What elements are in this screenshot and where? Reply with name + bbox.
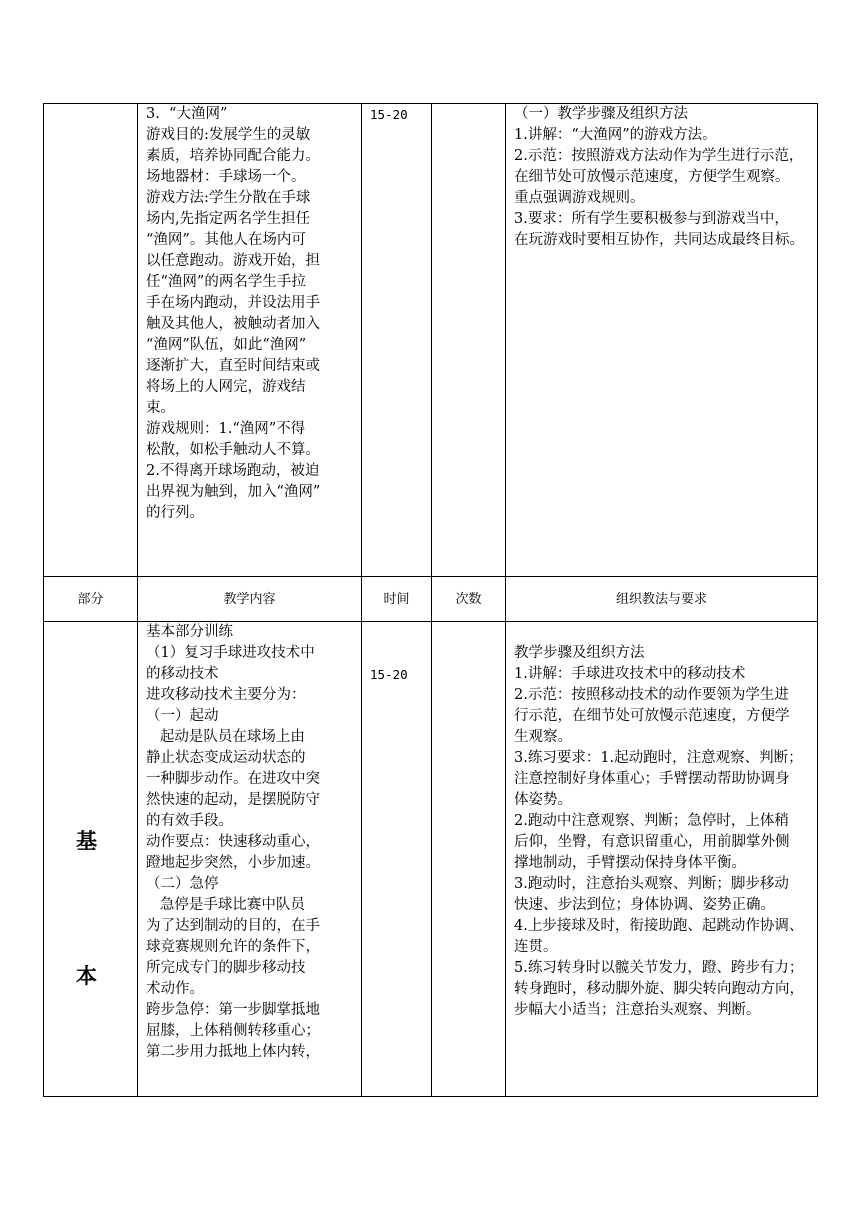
text-line: 注意控制好身体重心；手臂摆动帮助协调身 [514,771,790,787]
text-line: 5.练习转身时以髋关节发力，蹬、跨步有力； [514,960,804,976]
text-line: （一）起动 [146,708,219,724]
text-line: 的行列。 [146,505,204,521]
header-time: 时间 [362,577,432,622]
text-line: 的有效手段。 [146,813,233,829]
text-line: 教学步骤及组织方法 [514,645,645,661]
text-line: 2.不得离开球场跑动，被迫 [146,463,320,479]
text-line: 3.跑动时，注意抬头观察、判断；脚步移动 [514,876,789,892]
text-line: 后仰，坐臀，有意识留重心，用前脚掌外侧 [514,834,790,850]
table-row-game [44,104,818,577]
text-line: 游戏目的:发展学生的灵敏 [146,127,311,143]
text-line: 场地器材：手球场一个。 [146,169,306,185]
table-row-basic [44,622,818,1097]
text-line: 在玩游戏时要相互协作，共同达成最终目标。 [514,232,804,248]
text-line: 转身跑时，移动脚外旋、脚尖转向跑动方向， [514,981,804,997]
text-line: （二）急停 [146,876,219,892]
method-cell [506,104,818,577]
text-line: 球竞赛规则允许的条件下， [146,939,320,955]
text-line: 生观察。 [514,729,572,745]
text-line: 以任意跑动。游戏开始，担 [146,253,320,269]
text-line: 1.讲解：手球进攻技术中的移动技术 [514,666,746,682]
text-line: 出界视为触到，加入“渔网” [146,484,321,500]
text-line: 3. “大渔网” [146,106,228,122]
text-line: 1.讲解：“大渔网”的游戏方法。 [514,127,717,143]
text-line: 撑地制动，手臂摆动保持身体平衡。 [514,855,746,871]
time-value: 15-20 [370,667,408,682]
method-lines [514,643,817,1021]
header-content: 教学内容 [138,577,362,622]
text-line: 静止状态变成运动状态的 [146,750,306,766]
text-line: 一种脚步动作。在进攻中突 [146,771,320,787]
text-line: （1）复习手球进攻技术中 [146,645,315,661]
time-cell [362,622,432,1097]
text-line: 任“渔网”的两名学生手拉 [146,274,306,290]
text-line: 急停是手球比赛中队员 [146,897,305,913]
text-line: 束。 [146,400,175,416]
method-cell [506,622,818,1097]
text-line: 体姿势。 [514,792,572,808]
text-line: “渔网”队伍，如此“渔网” [146,337,307,353]
text-line: 3.要求：所有学生要积极参与到游戏当中， [514,211,789,227]
text-line: 场内,先指定两名学生担任 [146,211,311,227]
spacer [514,622,817,643]
spacer [370,643,431,664]
text-line: 2.跑动中注意观察、判断；急停时，上体稍 [514,813,789,829]
part-char-2: 本 [76,964,97,988]
text-line: 动作要点：快速移动重心， [146,834,320,850]
text-line: 为了达到制动的目的，在手 [146,918,320,934]
text-line: 3.练习要求：1.起动跑时，注意观察、判断； [514,750,803,766]
text-line: 逐渐扩大，直至时间结束或 [146,358,320,374]
count-cell [432,622,506,1097]
text-line: 所完成专门的脚步移动技 [146,960,306,976]
part-cell-basic [44,622,138,1097]
text-line: “渔网”。其他人在场内可 [146,232,306,248]
part-cell [44,104,138,577]
content-cell [138,104,362,577]
header-count: 次数 [432,577,506,622]
text-line: （一）教学步骤及组织方法 [514,106,688,122]
lesson-plan-table [43,103,818,1097]
text-line: 2.示范：按照游戏方法动作为学生进行示范， [514,148,804,164]
text-line: 起动是队员在球场上由 [146,729,305,745]
text-line: 重点强调游戏规则。 [514,190,645,206]
content-cell [138,622,362,1097]
text-line: 的移动技术 [146,666,219,682]
text-line: 手在场内跑动，并设法用手 [146,295,320,311]
content-lines [146,104,361,524]
text-line: 松散，如松手触动人不算。 [146,442,320,458]
text-line: 素质，培养协同配合能力。 [146,148,320,164]
text-line: 触及其他人，被触动者加入 [146,316,320,332]
method-lines [514,104,817,251]
text-line: 快速、步法到位；身体协调、姿势正确。 [514,897,775,913]
table-header-row [44,577,818,622]
text-line: 进攻移动技术主要分为： [146,687,306,703]
text-line: 4.上步接球及时，衔接助跑、起跳动作协调、 [514,918,804,934]
content-lines [146,622,361,1063]
text-line: 然快速的起动，是摆脱防守 [146,792,320,808]
text-line: 跨步急停：第一步脚掌抵地 [146,1002,320,1018]
text-line: 游戏规则：1.“渔网”不得 [146,421,306,437]
text-line: 行示范，在细节处可放慢示范速度，方便学 [514,708,790,724]
text-line: 屈膝，上体稍侧转移重心； [146,1023,320,1039]
part-char-1: 基 [76,829,97,853]
header-part: 部分 [44,577,138,622]
text-line: 第二步用力抵地上体内转， [146,1044,320,1060]
text-line: 将场上的人网完，游戏结 [146,379,306,395]
text-line: 基本部分训练 [146,624,233,640]
text-line: 游戏方法:学生分散在手球 [146,190,311,206]
text-line: 2.示范：按照移动技术的动作要领为学生进 [514,687,789,703]
spacer [370,622,431,643]
text-line: 蹬地起步突然，小步加速。 [146,855,320,871]
text-line: 术动作。 [146,981,204,997]
header-method: 组织教法与要求 [506,577,818,622]
text-line: 步幅大小适当；注意抬头观察、判断。 [514,1002,761,1018]
time-cell [362,104,432,577]
time-value: 15-20 [370,107,408,122]
count-cell [432,104,506,577]
text-line: 在细节处可放慢示范速度，方便学生观察。 [514,169,790,185]
text-line: 连贯。 [514,939,558,955]
